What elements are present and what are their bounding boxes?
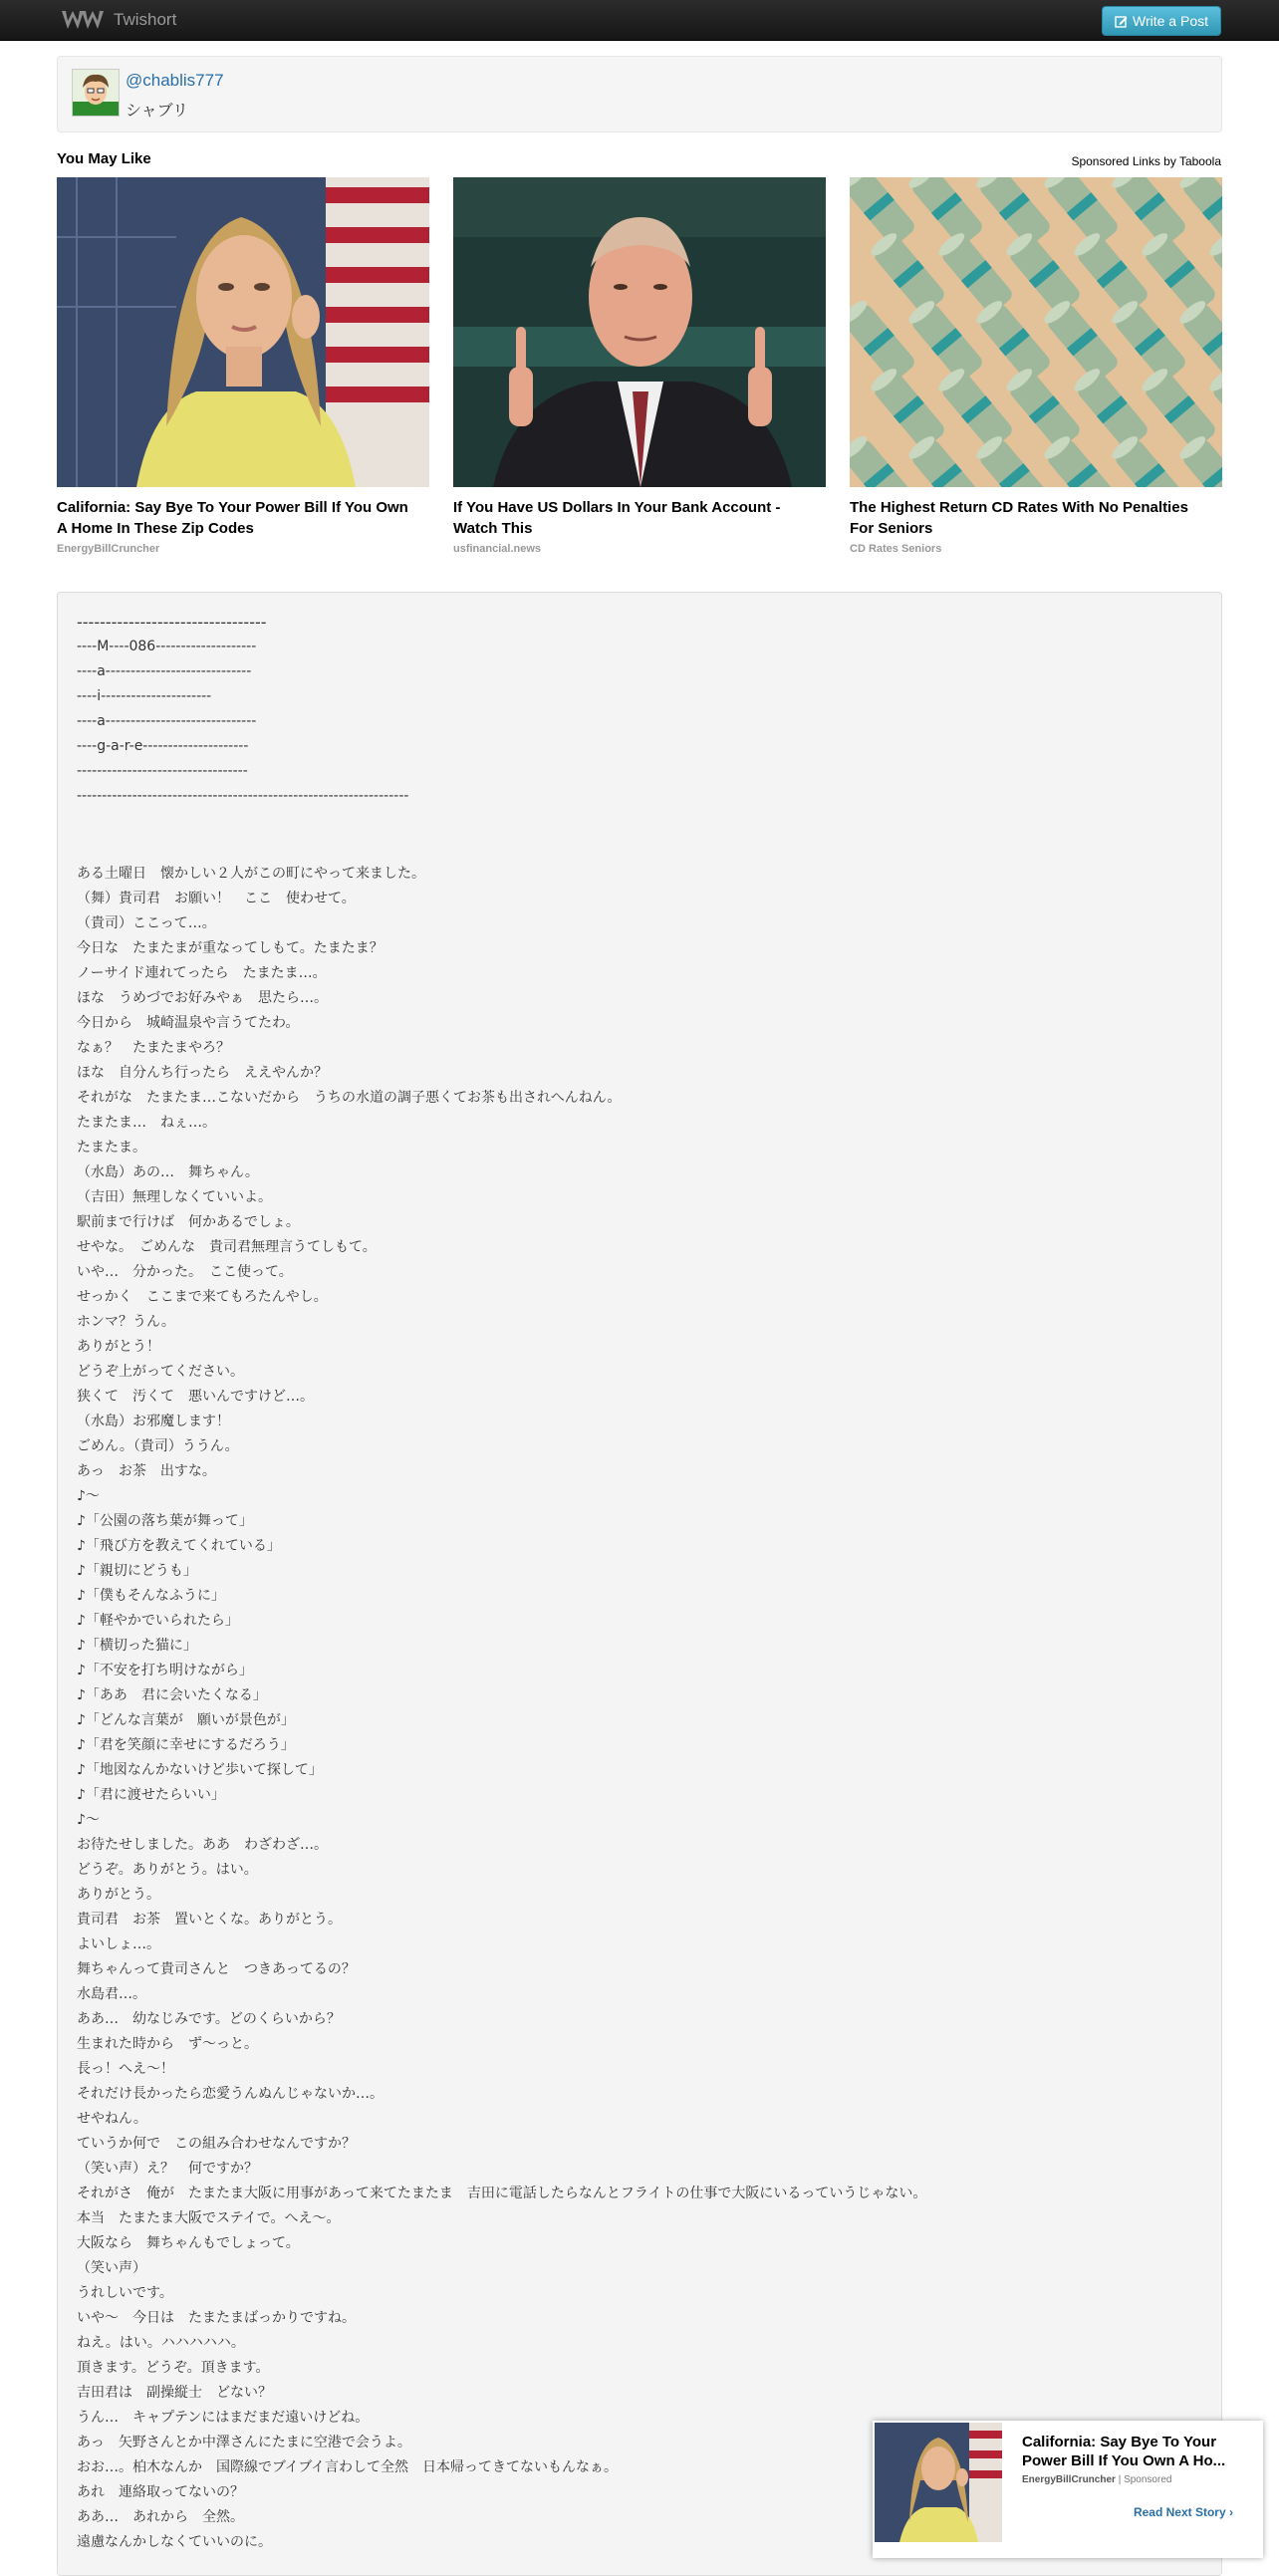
ad-image-money-rolls[interactable] xyxy=(850,177,1222,487)
ad-source: EnergyBillCruncher xyxy=(57,543,160,555)
post-line: あっ 矢野さんとか中澤さんにたまに空港で会うよ。 xyxy=(77,2435,411,2450)
post-line: ----a----------------------------- xyxy=(77,663,252,679)
chevron-right-icon: › xyxy=(1229,2505,1233,2519)
post-line: あっ お茶 出すな。 xyxy=(77,1463,216,1479)
post-line: （吉田）無理しなくていいよ。 xyxy=(77,1189,272,1205)
post-line: ありがとう。 xyxy=(77,1887,160,1903)
post-line: 駅前まで行けば 何かあるでしょ。 xyxy=(77,1214,300,1230)
post-line: 吉田君は 副操縦士 どない？ xyxy=(77,2385,272,2401)
top-navbar xyxy=(0,0,1279,41)
ad-source: CD Rates Seniors xyxy=(850,543,942,555)
post-line: ある土曜日 懐かしい２人がこの町にやって来ました。 xyxy=(77,866,425,882)
post-line: ああ… 幼なじみです。どのくらいから？ xyxy=(77,2011,341,2027)
post-line: ♪「公園の落ち葉が舞って」 xyxy=(77,1513,253,1529)
post-line: それがさ 俺が たまたま大阪に用事があって来てたまたま 吉田に電話したらなんとフライトの仕事で大阪にいるっていうじゃない。 xyxy=(77,2186,927,2201)
post-line: （貴司）ここって…。 xyxy=(77,915,216,931)
post-line: せやな。 ごめんな 貴司君無理言うてしもて。 xyxy=(77,1239,377,1255)
post-line: ホンマ？うん。 xyxy=(77,1314,175,1330)
post-line: 今日な たまたまが重なってしもて。たまたま？ xyxy=(77,940,384,956)
post-line: それがな たまたま…こないだから うちの水道の調子悪くてお茶も出されへんねん。 xyxy=(77,1090,622,1106)
twishort-logo-icon xyxy=(60,8,104,32)
post-line: せやねん。 xyxy=(77,2111,147,2127)
post-line: 本当 たまたま大阪でステイで。へえ～。 xyxy=(77,2210,341,2226)
post-line: （笑い声） xyxy=(77,2260,146,2276)
post-line: 水島君…。 xyxy=(77,1986,146,2002)
ad-title[interactable] xyxy=(57,497,429,539)
ad-card-power-bill[interactable] xyxy=(57,177,429,555)
post-line: ♪「ああ 君に会いたくなる」 xyxy=(77,1687,267,1703)
ad-card-us-dollars[interactable] xyxy=(453,177,826,555)
write-post-label: Write a Post xyxy=(1133,13,1208,29)
floating-ad-meta: EnergyBillCruncher | Sponsored xyxy=(1022,2474,1172,2485)
read-next-story-link[interactable] xyxy=(1134,2505,1233,2519)
sponsored-links-label[interactable]: Sponsored Links by Taboola xyxy=(1071,154,1221,168)
post-body xyxy=(57,592,1222,2576)
post-line: ♪～ xyxy=(77,1812,100,1828)
ad-image-man-pointing[interactable] xyxy=(453,177,826,487)
ad-title[interactable] xyxy=(850,497,1222,539)
post-line: 長っ！へえ～！ xyxy=(77,2061,174,2077)
post-line: たまたま… ねぇ…。 xyxy=(77,1115,216,1131)
ad-image-woman-flag[interactable] xyxy=(57,177,429,487)
post-line: 今日から 城崎温泉や言うてたわ。 xyxy=(77,1015,300,1031)
post-line: 生まれた時から ず～っと。 xyxy=(77,2036,258,2052)
post-line: どうぞ上がってください。 xyxy=(77,1364,244,1380)
post-line: どうぞ。ありがとう。はい。 xyxy=(77,1862,258,1878)
post-line: なぁ？ たまたまやろ？ xyxy=(77,1040,230,1056)
post-line: たまたま。 xyxy=(77,1140,146,1156)
post-line: あれ 連絡取ってないの？ xyxy=(77,2484,244,2500)
post-line: ごめん。（貴司）ううん。 xyxy=(77,1438,239,1454)
floating-ad-title-line: California: Say Bye To Your xyxy=(1022,2434,1217,2450)
floating-ad[interactable] xyxy=(873,2421,1263,2558)
ad-title[interactable] xyxy=(453,497,826,539)
post-line: ------------------------------------------------------------------ xyxy=(77,788,409,804)
post-line: いや… 分かった。 ここ使って。 xyxy=(77,1264,293,1280)
post-line: ♪「どんな言葉が 願いが景色が」 xyxy=(77,1712,295,1728)
author-card xyxy=(57,56,1222,132)
post-line: ♪～ xyxy=(77,1488,100,1504)
ad-title-line: Watch This xyxy=(453,520,533,537)
post-line: うれしいです。 xyxy=(77,2285,173,2301)
post-line: ていうか何で この組み合わせなんですか？ xyxy=(77,2136,356,2152)
ad-source: usfinancial.news xyxy=(453,543,542,555)
post-line: 遠慮なんかしなくていいのに。 xyxy=(77,2534,272,2550)
post-line: おお…。柏木なんか 国際線でブイブイ言わして全然 日本帰ってきてないもんなぁ。 xyxy=(77,2459,619,2475)
post-line: ---------------------------------- xyxy=(77,763,248,779)
post-line: ほな うめづでお好みやぁ 思たら…。 xyxy=(77,990,328,1006)
post-line: ♪「軽やかでいられたら」 xyxy=(77,1613,239,1629)
post-line: ♪「不安を打ち明けながら」 xyxy=(77,1663,253,1678)
floating-ad-title[interactable] xyxy=(1022,2433,1249,2470)
post-line: ♪「君に渡せたらいい」 xyxy=(77,1787,225,1803)
ad-title-line: The Highest Return CD Rates With No Penalties xyxy=(850,499,1188,516)
post-line: （笑い声）え？ 何ですか？ xyxy=(77,2161,258,2177)
post-line: うん… キャプテンにはまだまだ遠いけどね。 xyxy=(77,2410,370,2426)
brand-name: Twishort xyxy=(114,10,177,29)
floating-ad-sponsored: Sponsored xyxy=(1124,2474,1172,2485)
ad-title-line: For Seniors xyxy=(850,520,933,537)
author-handle-link[interactable]: @chablis777 xyxy=(126,71,224,90)
post-line: 舞ちゃんって貴司さんと つきあってるの？ xyxy=(77,1961,356,1977)
ad-title-line: California: Say Bye To Your Power Bill If You Own xyxy=(57,499,408,516)
post-line: （水島）あの… 舞ちゃん。 xyxy=(77,1164,259,1180)
author-display-name: シャブリ xyxy=(126,101,189,120)
post-line: ♪「飛び方を教えてくれている」 xyxy=(77,1538,281,1554)
post-line: ----i---------------------- xyxy=(77,688,212,704)
post-line: ノーサイド連れてったら たまたま…。 xyxy=(77,965,327,981)
post-line: ありがとう！ xyxy=(77,1339,160,1355)
post-line: ♪「僕もそんなふうに」 xyxy=(77,1588,225,1604)
post-line: ----a------------------------------ xyxy=(77,713,257,729)
recommendations-heading: You May Like xyxy=(57,150,151,167)
post-line: ----g-a-r-e--------------------- xyxy=(77,738,249,754)
post-line: 頂きます。どうぞ。頂きます。 xyxy=(77,2360,270,2376)
post-line: （水島）お邪魔します！ xyxy=(77,1414,230,1429)
post-line: せっかく ここまで来てもろたんやし。 xyxy=(77,1289,328,1305)
post-line: ♪「地図なんかないけど歩いて探して」 xyxy=(77,1762,323,1778)
floating-ad-image[interactable] xyxy=(875,2423,1002,2542)
post-line: よいしょ…。 xyxy=(77,1936,160,1952)
post-line: （舞）貴司君 お願い！ ここ 使わせて。 xyxy=(77,891,356,906)
edit-icon xyxy=(1115,15,1128,28)
read-next-story-label: Read Next Story xyxy=(1133,2505,1226,2519)
ad-title-line: A Home In These Zip Codes xyxy=(57,520,254,537)
write-post-button[interactable] xyxy=(1102,6,1221,36)
post-line: 狭くて 汚くて 悪いんですけど…。 xyxy=(77,1389,314,1405)
floating-ad-source: EnergyBillCruncher xyxy=(1022,2474,1116,2485)
post-line: ♪「親切にどうも」 xyxy=(77,1563,197,1579)
post-line: 貴司君 お茶 置いとくな。ありがとう。 xyxy=(77,1912,342,1928)
ad-title-line: If You Have US Dollars In Your Bank Account - xyxy=(453,499,781,516)
ad-card-cd-rates[interactable] xyxy=(850,177,1222,555)
post-line: ♪「横切った猫に」 xyxy=(77,1638,197,1654)
post-line: ほな 自分んち行ったら ええやんか？ xyxy=(77,1065,328,1081)
post-line: 大阪なら 舞ちゃんもでしょって。 xyxy=(77,2235,300,2251)
brand-link[interactable] xyxy=(60,6,176,34)
post-line: ♪「君を笑顔に幸せにするだろう」 xyxy=(77,1737,295,1753)
post-line: それだけ長かったら恋愛うんぬんじゃないか…。 xyxy=(77,2086,384,2102)
avatar[interactable] xyxy=(72,69,120,117)
post-line: --------------------------------- xyxy=(77,613,267,632)
post-line: お待たせしました。ああ わざわざ…。 xyxy=(77,1837,328,1853)
post-line: ああ… あれから 全然。 xyxy=(77,2509,244,2525)
post-line: ねえ。はい。ハハハハハ。 xyxy=(77,2335,245,2351)
post-line: ----M----086-------------------- xyxy=(77,639,257,654)
post-line: いや～ 今日は たまたまばっかりですね。 xyxy=(77,2310,356,2326)
floating-ad-title-line: Power Bill If You Own A Ho... xyxy=(1022,2452,1226,2469)
